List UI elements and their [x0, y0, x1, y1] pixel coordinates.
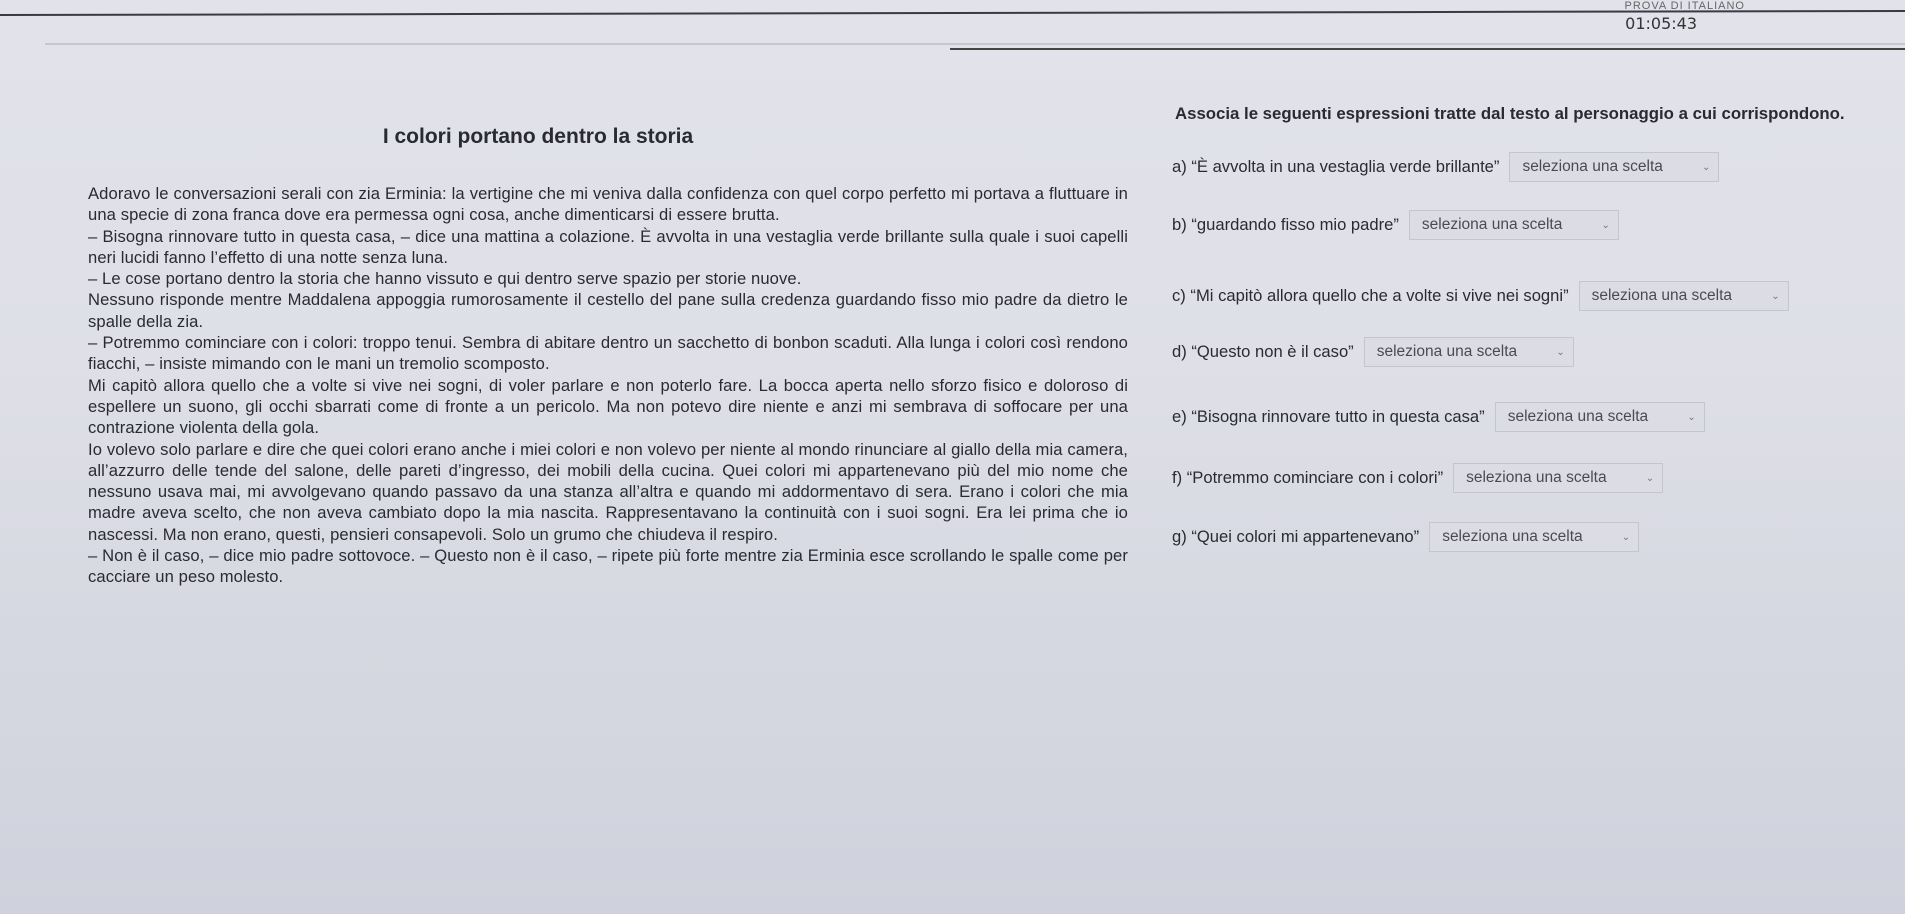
reading-paragraph: Mi capitò allora quello che a volte si vive nei sogni, di voler parlare e non poterlo fare. La bocca aperta nello sforzo fisico e doloroso di espellere un suono, gli occhi sbarrati come di fronte a un pericolo. Ma non potevo dire niente e anzi mi sembrava di soffocare per una contrazione violenta della gola.	[88, 375, 1128, 438]
chevron-down-icon: ⌄	[1702, 161, 1711, 173]
top-divider	[0, 10, 1905, 16]
select-value: seleziona una scelta	[1591, 287, 1733, 304]
select-value: seleziona una scelta	[1522, 158, 1663, 175]
matching-quiz	[1160, 100, 1900, 546]
select-value: seleziona una scelta	[1507, 408, 1649, 425]
quiz-item-a	[1172, 152, 1719, 182]
quiz-item-d	[1172, 337, 1574, 367]
choice-select-e[interactable]	[1495, 402, 1705, 432]
choice-select-f[interactable]	[1453, 463, 1663, 493]
quiz-item-label: b) “guardando fisso mio padre”	[1172, 215, 1399, 234]
choice-select-g[interactable]	[1429, 522, 1639, 552]
chevron-down-icon: ⌄	[1621, 531, 1631, 543]
choice-select-c[interactable]	[1579, 281, 1789, 311]
select-value: seleziona una scelta	[1376, 343, 1518, 360]
chevron-down-icon: ⌄	[1556, 346, 1565, 358]
quiz-item-label: e) “Bisogna rinnovare tutto in questa casa”	[1172, 407, 1485, 426]
reading-paragraph: – Le cose portano dentro la storia che hanno vissuto e qui dentro serve spazio per storie nuove.	[88, 269, 802, 289]
select-value: seleziona una scelta	[1466, 469, 1607, 486]
quiz-item-label: f) “Potremmo cominciare con i colori”	[1172, 468, 1444, 487]
reading-paragraph: Nessuno risponde mentre Maddalena appoggia rumorosamente il cestello del pane sulla credenza guardando fisso mio padre da dietro le spalle della zia.	[88, 290, 1128, 331]
quiz-instructions: Associa le seguenti espressioni tratte dal testo al personaggio a cui corrispondono.	[1175, 104, 1845, 123]
choice-select-a[interactable]	[1509, 152, 1719, 182]
select-value: seleziona una scelta	[1421, 216, 1563, 233]
choice-select-d[interactable]	[1364, 337, 1574, 367]
reading-paragraph: Adoravo le conversazioni serali con zia Erminia: la vertigine che mi veniva dalla confidenza con quel corpo perfetto mi portava a fluttuare in una specie di zona franca dove era permessa ogni cosa, anche dimenticarsi di essere brutta.	[88, 184, 1128, 225]
reading-paragraph: Io volevo solo parlare e dire che quei colori erano anche i miei colori e non volevo per niente al mondo rinunciare al giallo della mia camera, all’azzurro delle tende del salone, delle pareti d’ingresso, dei mobili della cucina. Quei colori mi appartenevano più del mio nome che nessuno usava mai, mi avvolgevano quando passavo da una stanza all’altra e quando mi addormentavo di sera. Erano i colori che mia madre aveva scelto, che non aveva cambiato dopo la mia nascita. Rappresentavano la continuità con i suoi sogni. Era lei prima che io nascessi. Ma non erano, questi, pensieri consapevoli. Solo un grumo che chiudeva il respiro.	[88, 439, 1128, 544]
reading-paragraph: – Potremmo cominciare con i colori: troppo tenui. Sembra di abitare dentro un sacchetto di bonbon scaduti. Alla lunga i colori così rendono fiacchi, – insiste mimando con le mani un tremolio scomposto.	[88, 333, 1128, 374]
chevron-down-icon: ⌄	[1687, 411, 1696, 423]
select-value: seleziona una scelta	[1442, 528, 1583, 545]
quiz-item-label: c) “Mi capitò allora quello che a volte si vive nei sogni”	[1172, 286, 1569, 305]
choice-select-b[interactable]	[1409, 210, 1619, 240]
reading-paragraph: – Non è il caso, – dice mio padre sottovoce. – Questo non è il caso, – ripete più forte mentre zia Erminia esce scrollando le spalle come per cacciare un peso molesto.	[88, 546, 1128, 587]
chevron-down-icon: ⌄	[1601, 219, 1610, 231]
timer: 01:05:43	[1625, 14, 1697, 33]
reading-title: I colori portano dentro la storia	[382, 125, 694, 148]
quiz-item-e	[1172, 402, 1705, 432]
reading-paragraph: – Bisogna rinnovare tutto in questa casa, – dice una mattina a colazione. È avvolta in una vestaglia verde brillante sulla quale i suoi capelli neri lucidi fanno l’effetto di una notte senza luna.	[88, 226, 1128, 267]
quiz-item-b	[1172, 210, 1619, 240]
quiz-item-c	[1172, 281, 1789, 311]
exam-label: PROVA DI ITALIANO	[1624, 0, 1745, 12]
reading-panel	[88, 115, 1128, 588]
quiz-item-label: g) “Quei colori mi appartenevano”	[1172, 527, 1420, 546]
quiz-item-g	[1172, 522, 1639, 552]
header-band	[45, 43, 1905, 45]
quiz-item-label: a) “È avvolta in una vestaglia verde brillante”	[1172, 157, 1500, 176]
quiz-item-label: d) “Questo non è il caso”	[1172, 342, 1354, 361]
header-divider	[950, 48, 1905, 50]
chevron-down-icon: ⌄	[1645, 472, 1655, 484]
chevron-down-icon: ⌄	[1771, 290, 1780, 302]
quiz-item-f	[1172, 463, 1663, 493]
